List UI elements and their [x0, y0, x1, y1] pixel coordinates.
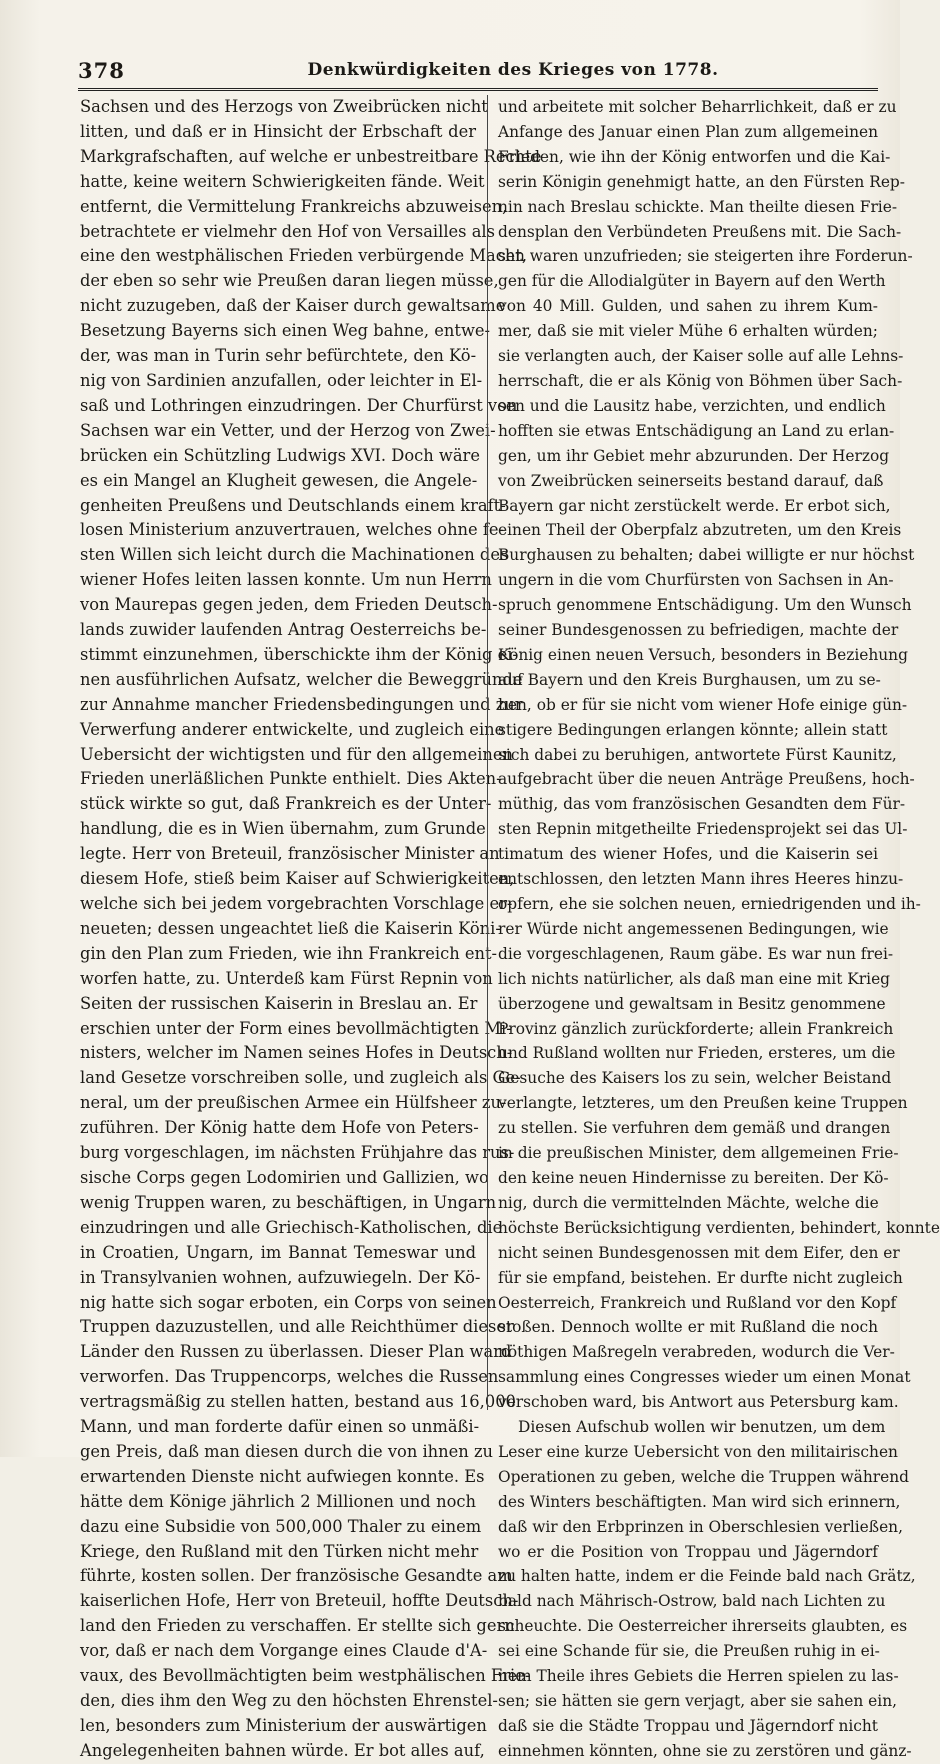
text-line: land Gesetze vorschreiben solle, und zugleich als Ge-	[80, 1068, 521, 1088]
text-line: vertragsmäßig zu stellen hatten, bestand aus 16,000	[80, 1392, 516, 1412]
text-line: Operationen zu geben, welche die Truppen während	[498, 1467, 909, 1486]
text-line: saß und Lothringen einzudringen. Der Churfürst von	[80, 395, 518, 415]
text-line: sich dabei zu beruhigen, antwortete Fürst Kaunitz,	[498, 745, 897, 764]
text-line: der, was man in Turin sehr befürchtete, den Kö-	[80, 346, 477, 366]
text-line: welche sich bei jedem vorgebrachten Vorschlage er-	[80, 894, 513, 913]
text-line: Mann, und man forderte dafür einen so unmäßi-	[80, 1417, 480, 1437]
text-line: führte, kosten sollen. Der französische Gesandte am	[80, 1566, 513, 1586]
text-line: densplan den Verbündeten Preußens mit. Die Sach-	[498, 222, 902, 241]
text-line: erwartenden Dienste nicht aufwiegen konnte. Es	[80, 1466, 485, 1486]
text-line: nin nach Breslau schickte. Man theilte diesen Frie-	[498, 197, 898, 216]
text-line: zuführen. Der König hatte dem Hofe von Peters-	[80, 1118, 479, 1138]
text-line: nöthigen Maßregeln verabreden, wodurch die Ver-	[498, 1343, 895, 1362]
text-line: Bayern gar nicht zerstückelt werde. Er erbot sich,	[498, 496, 891, 515]
text-line: serin Königin genehmigt hatte, an den Fürsten Rep-	[498, 172, 905, 191]
text-line: Sachsen und des Herzogs von Zweibrücken nicht	[80, 97, 488, 116]
text-line: dazu eine Subsidie von 500,000 Thaler zu einem	[80, 1516, 482, 1536]
text-line: Gesuche des Kaisers los zu sein, welcher Beistand	[498, 1069, 892, 1088]
text-line: sen; sie hätten sie gern verjagt, aber sie sahen ein,	[498, 1692, 897, 1710]
text-line: stimmt einzunehmen, überschickte ihm der König ei-	[80, 644, 518, 664]
text-line: wiener Hofes leiten lassen konnte. Um nun Herrn	[80, 570, 492, 590]
column-divider	[487, 95, 488, 1410]
text-line: Kriege, den Rußland mit den Türken nicht mehr	[80, 1541, 479, 1561]
text-line: Provinz gänzlich zurückforderte; allein Frankreich	[498, 1019, 894, 1038]
text-line: gen für die Allodialgüter in Bayern auf den Werth	[498, 272, 886, 291]
text-line: einnehmen könnten, ohne sie zu zerstören und gänz-	[498, 1741, 912, 1760]
text-line: sten Repnin mitgetheilte Friedensprojekt sei das Ul-	[498, 820, 908, 839]
text-line: Diesen Aufschub wollen wir benutzen, um dem	[518, 1418, 886, 1437]
text-line: sische Corps gegen Lodomirien und Gallizien, wo	[80, 1167, 489, 1187]
text-line: Seiten der russischen Kaiserin in Breslau an. Er	[80, 993, 478, 1013]
text-line: erschien unter der Form eines bevollmächtigten Mi-	[80, 1018, 512, 1038]
text-line: vaux, des Bevollmächtigten beim westphälischen Frie-	[80, 1666, 531, 1686]
header-rule	[78, 88, 878, 91]
text-line: für sie empfand, beistehen. Er durfte nicht zugleich	[498, 1268, 903, 1287]
text-line: rer Würde nicht angemessenen Bedingungen, wie	[498, 919, 889, 938]
text-line: nisters, welcher im Namen seines Hofes in Deutsch-	[80, 1043, 513, 1063]
text-line: daß wir den Erbprinzen in Oberschlesien verließen,	[498, 1517, 903, 1536]
page-number: 378	[78, 58, 125, 83]
text-line: wo er die Position von Troppau und Jägerndorf	[498, 1542, 878, 1561]
text-line: vor, daß er nach dem Vorgange eines Claude d'A-	[80, 1641, 488, 1661]
text-line: Angelegenheiten bahnen würde. Er bot alles auf,	[80, 1740, 485, 1760]
text-line: kaiserlichen Hofe, Herr von Breteuil, hoffte Deutsch-	[80, 1591, 519, 1611]
text-line: gin den Plan zum Frieden, wie ihn Frankreich ent-	[80, 943, 498, 963]
text-line: König einen neuen Versuch, besonders in Beziehung	[498, 645, 908, 664]
text-line: gen Preis, daß man diesen durch die von ihnen zu	[80, 1441, 494, 1461]
text-line: von Maurepas gegen jeden, dem Frieden Deutsch-	[80, 595, 498, 615]
text-line: Länder den Russen zu überlassen. Dieser Plan ward	[80, 1342, 512, 1362]
text-line: Verwerfung anderer entwickelte, und zugleich eine	[80, 719, 505, 739]
text-line: Leser eine kurze Uebersicht von den militairischen	[498, 1442, 898, 1461]
text-line: Markgrafschaften, auf welche er unbestreitbare Rechte	[80, 146, 542, 166]
text-line: müthig, das vom französischen Gesandten dem Für-	[498, 795, 906, 814]
text-line: einzudringen und alle Griechisch-Katholischen, die	[80, 1217, 503, 1237]
text-line: sie verlangten auch, der Kaiser solle auf alle Lehns-	[498, 347, 904, 366]
text-line: nicht zuzugeben, daß der Kaiser durch gewaltsame	[80, 296, 506, 316]
text-line: worfen hatte, zu. Unterdeß kam Fürst Repnin von	[80, 968, 493, 988]
text-line: genheiten Preußens und Deutschlands einem kraft-	[80, 495, 506, 515]
text-line: stück wirkte so gut, daß Frankreich es der Unter-	[80, 794, 492, 814]
text-line: daß sie die Städte Troppau und Jägerndorf nicht	[498, 1716, 878, 1735]
text-line: nig hatte sich sogar erboten, ein Corps von seinen	[80, 1292, 497, 1312]
text-line: und arbeitete mit solcher Beharrlichkeit, daß er zu	[498, 98, 897, 116]
text-line: handlung, die es in Wien übernahm, zum Grunde	[80, 819, 486, 839]
text-line: nicht seinen Bundesgenossen mit dem Eifer, den er	[498, 1243, 900, 1262]
text-line: opfern, ehe sie solchen neuen, erniedrigenden und ih-	[498, 895, 921, 913]
text-line: losen Ministerium anzuvertrauen, welches ohne fe-	[80, 520, 505, 540]
text-line: einen Theil der Oberpfalz abzutreten, um den Kreis	[498, 521, 902, 540]
text-line: zu stellen. Sie verfuhren dem gemäß und drangen	[498, 1119, 891, 1138]
text-line: eine den westphälischen Frieden verbürgende Macht,	[80, 246, 528, 266]
text-line: Frieden unerläßlichen Punkte enthielt. Dies Akten-	[80, 769, 502, 789]
text-line: sen waren unzufrieden; sie steigerten ihre Forderun-	[498, 247, 913, 266]
text-line: litten, und daß er in Hinsicht der Erbschaft der	[80, 121, 476, 141]
text-line: verlangte, letzteres, um den Preußen keine Truppen	[498, 1094, 908, 1113]
text-line: hätte dem Könige jährlich 2 Millionen und noch	[80, 1491, 476, 1511]
text-line: von 40 Mill. Gulden, und sahen zu ihrem Kum-	[498, 297, 878, 316]
text-line: lich nichts natürlicher, als daß man eine mit Krieg	[498, 969, 891, 988]
text-line: auf Bayern und den Kreis Burghausen, um zu se-	[498, 670, 881, 689]
text-line: der eben so sehr wie Preußen daran liegen müsse,	[80, 271, 499, 291]
text-line: nen ausführlichen Aufsatz, welcher die Beweggründe	[80, 669, 523, 689]
text-line: hatte, keine weitern Schwierigkeiten fände. Weit	[80, 171, 485, 191]
text-line: diesem Hofe, stieß beim Kaiser auf Schwierigkeiten,	[80, 869, 515, 889]
text-line: brücken ein Schützling Ludwigs XVI. Doch wäre	[80, 445, 480, 465]
text-line: Uebersicht der wichtigsten und für den allgemeinen	[80, 744, 514, 764]
text-line: Frieden, wie ihn der König entworfen und die Kai-	[498, 147, 891, 166]
text-line: seiner Bundesgenossen zu befriedigen, machte der	[498, 621, 899, 640]
text-line: sten Willen sich leicht durch die Machinationen des	[80, 545, 509, 565]
text-line: aufgebracht über die neuen Anträge Preußens, hoch-	[498, 770, 915, 789]
right-text-column	[498, 95, 940, 1764]
text-line: nig von Sardinien anzufallen, oder leichter in El-	[80, 370, 483, 390]
text-line: hen, ob er für sie nicht vom wiener Hofe einige gün-	[498, 695, 908, 714]
text-line: nem Theile ihres Gebiets die Herren spielen zu las-	[498, 1667, 899, 1686]
text-line: spruch genommene Entschädigung. Um den Wunsch	[498, 596, 912, 615]
text-line: höchste Berücksichtigung verdienten, behindert, konnte	[498, 1218, 940, 1237]
text-line: neueten; dessen ungeachtet ließ die Kaiserin Köni-	[80, 918, 501, 938]
text-line: verschoben ward, bis Antwort aus Petersburg kam.	[498, 1393, 899, 1412]
text-line: land den Frieden zu verschaffen. Er stellte sich gern	[80, 1616, 515, 1636]
text-line: sei eine Schande für sie, die Preußen ruhig in ei-	[498, 1642, 880, 1661]
text-line: Truppen dazuzustellen, und alle Reichthümer dieser	[80, 1317, 514, 1337]
text-line: legte. Herr von Breteuil, französischer Minister an	[80, 844, 500, 864]
text-line: mer, daß sie mit vieler Mühe 6 erhalten würden;	[498, 322, 878, 341]
text-line: len, besonders zum Ministerium der auswärtigen	[80, 1715, 487, 1735]
text-line: Burghausen zu behalten; dabei willigte er nur höchst	[498, 546, 915, 565]
text-line: zu halten hatte, indem er die Feinde bald nach Grätz,	[498, 1567, 916, 1586]
text-line: entfernt, die Vermittelung Frankreichs abzuweisen,	[80, 196, 508, 216]
text-line: Sachsen war ein Vetter, und der Herzog von Zwei-	[80, 420, 496, 440]
running-title: Denkwürdigkeiten des Krieges von 1778.	[307, 60, 719, 80]
text-line: sammlung eines Congresses wieder um einen Monat	[498, 1368, 911, 1387]
text-line: Besetzung Bayerns sich einen Weg bahne, entwe-	[80, 321, 491, 341]
text-line: Anfange des Januar einen Plan zum allgemeinen	[498, 122, 878, 141]
text-line: den, dies ihm den Weg zu den höchsten Ehrenstel-	[80, 1691, 498, 1710]
text-line: den keine neuen Hindernisse zu bereiten. Der Kö-	[498, 1168, 889, 1187]
left-text-column	[80, 95, 542, 1764]
text-line: burg vorgeschlagen, im nächsten Frühjahre das rus-	[80, 1143, 515, 1163]
text-line: gen, um ihr Gebiet mehr abzurunden. Der Herzog	[498, 446, 890, 465]
text-line: bald nach Mährisch-Ostrow, bald nach Lichten zu	[498, 1592, 886, 1611]
text-line: scheuchte. Die Oesterreicher ihrerseits glaubten, es	[498, 1617, 908, 1636]
text-line: stoßen. Dennoch wollte er mit Rußland die noch	[498, 1318, 878, 1337]
text-line: stigere Bedingungen erlangen könnte; allein statt	[498, 720, 888, 739]
text-line: neral, um der preußischen Armee ein Hülfsheer zu-	[80, 1093, 507, 1113]
text-line: nig, durch die vermittelnden Mächte, welche die	[498, 1193, 879, 1212]
text-line: betrachtete er vielmehr den Hof von Versailles als	[80, 221, 495, 241]
page-header	[78, 54, 878, 90]
text-line: Oesterreich, Frankreich und Rußland vor den Kopf	[498, 1293, 897, 1312]
text-line: timatum des wiener Hofes, und die Kaiserin sei	[498, 845, 878, 864]
text-line: in Transylvanien wohnen, aufzuwiegeln. Der Kö-	[80, 1267, 481, 1287]
text-line: von Zweibrücken seinerseits bestand darauf, daß	[498, 471, 884, 490]
text-line: ungern in die vom Churfürsten von Sachsen in An-	[498, 571, 894, 590]
text-line: hofften sie etwas Entschädigung an Land zu erlan-	[498, 421, 895, 440]
text-line: herrschaft, die er als König von Böhmen über Sach-	[498, 371, 903, 390]
text-line: lands zuwider laufenden Antrag Oesterreichs be-	[80, 620, 487, 640]
text-line: verworfen. Das Truppencorps, welches die Russen	[80, 1367, 499, 1387]
text-line: in Croatien, Ungarn, im Bannat Temeswar und	[80, 1242, 476, 1262]
text-line: die vorgeschlagenen, Raum gäbe. Es war nun frei-	[498, 944, 894, 963]
text-line: wenig Truppen waren, zu beschäftigen, in Ungarn	[80, 1192, 497, 1212]
text-line: entschlossen, den letzten Mann ihres Heeres hinzu-	[498, 870, 904, 889]
text-line: es ein Mangel an Klugheit gewesen, die Angele-	[80, 470, 478, 490]
text-line: des Winters beschäftigten. Man wird sich erinnern,	[498, 1492, 901, 1511]
text-line: zur Annahme mancher Friedensbedingungen und zur	[80, 694, 523, 714]
text-line: in die preußischen Minister, dem allgemeinen Frie-	[498, 1144, 899, 1163]
text-line: und Rußland wollten nur Frieden, ersteres, um die	[498, 1044, 896, 1063]
text-line: überzogene und gewaltsam in Besitz genommene	[498, 994, 886, 1013]
text-line: sen und die Lausitz habe, verzichten, und endlich	[498, 396, 886, 415]
